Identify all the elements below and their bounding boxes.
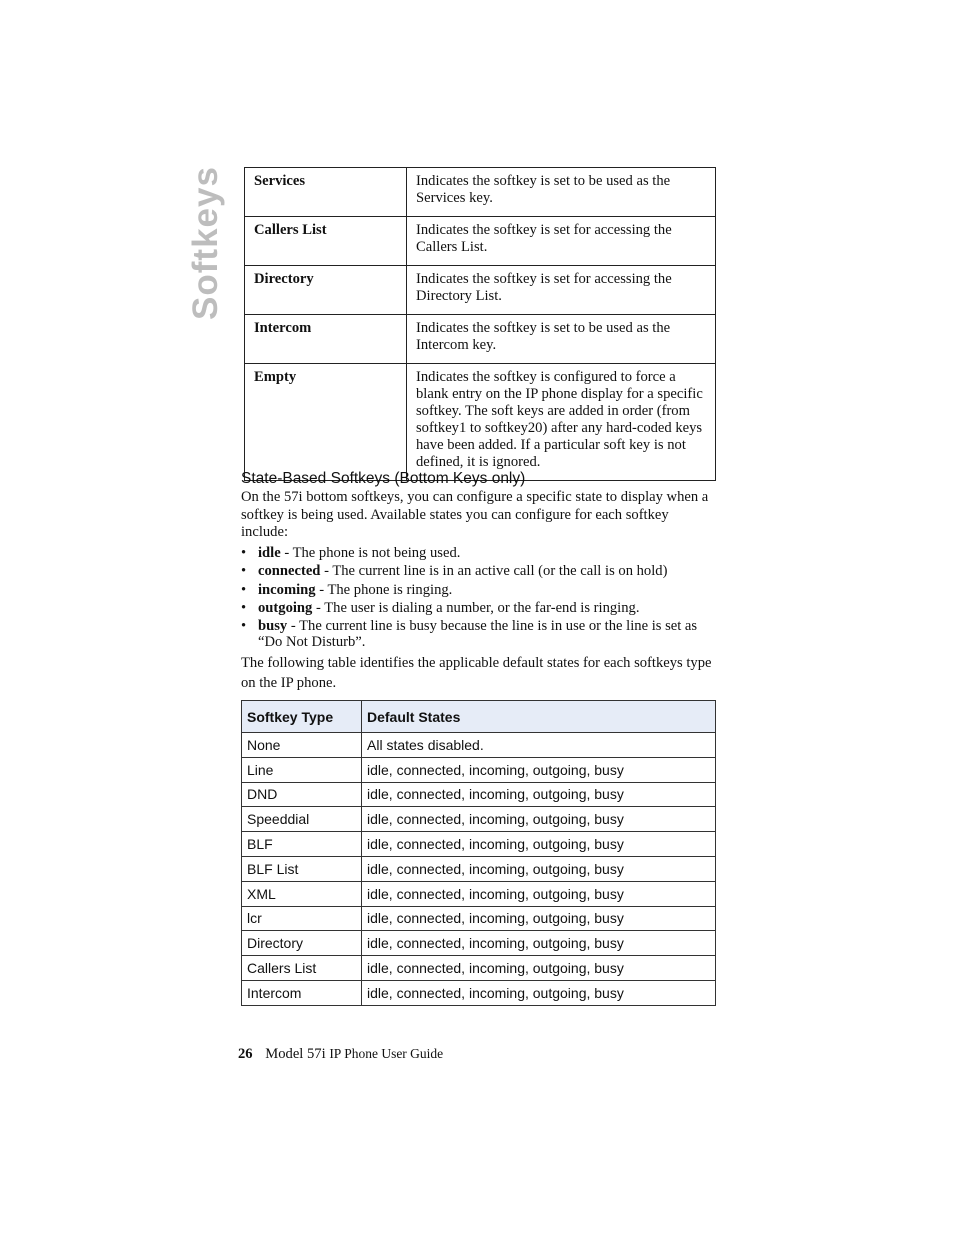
list-item [241, 583, 717, 599]
state-description: - The phone is not being used. [280, 545, 461, 561]
table-intro-paragraph: The following table identifies the applicable default states for each softkeys type on the IP phone. [241, 655, 712, 691]
softkey-type-cell: BLF List [242, 856, 362, 881]
list-item [241, 601, 717, 617]
softkey-description: Indicates the softkey is set to be used as the Intercom key. [407, 315, 716, 364]
table-row [245, 364, 716, 481]
softkey-type-cell: XML [242, 881, 362, 906]
table-row [245, 217, 716, 266]
table-row [242, 832, 716, 857]
page-footer [238, 1046, 443, 1063]
table-row [242, 931, 716, 956]
table-row [242, 757, 716, 782]
table-row [242, 956, 716, 981]
table-row [242, 980, 716, 1005]
table-row [245, 266, 716, 315]
default-states-cell: All states disabled. [362, 733, 716, 758]
default-states-cell: idle, connected, incoming, outgoing, busy [362, 782, 716, 807]
list-item [241, 619, 717, 651]
side-tab-label: Softkeys [186, 166, 225, 320]
softkey-description: Indicates the softkey is set for accessing the Callers List. [407, 217, 716, 266]
side-tab [186, 165, 226, 321]
default-states-cell: idle, connected, incoming, outgoing, busy [362, 757, 716, 782]
softkey-types-table [244, 167, 716, 481]
intro-paragraph: On the 57i bottom softkeys, you can configure a specific state to display when a softkey is being used. Available states you can configure for each softkey include: [241, 489, 709, 540]
state-description: - The current line is busy because the line is in use or the line is set as “Do Not Disturb”. [258, 618, 698, 650]
default-states-cell: idle, connected, incoming, outgoing, busy [362, 931, 716, 956]
softkey-description: Indicates the softkey is configured to force a blank entry on the IP phone display for a specific softkey. The soft keys are added in order (from softkey1 to softkey20) after any hard-coded keys have been added. If a particular soft key is not defined, it is ignored. [407, 364, 716, 481]
softkey-type-cell: Callers List [242, 956, 362, 981]
table-row [245, 315, 716, 364]
page-number: 26 [238, 1046, 253, 1062]
softkey-type-cell: Speeddial [242, 807, 362, 832]
table-row [242, 856, 716, 881]
default-states-table [241, 700, 716, 1006]
softkey-term: Intercom [245, 315, 407, 364]
states-list [241, 546, 717, 653]
softkey-term: Directory [245, 266, 407, 315]
state-name: connected [258, 563, 321, 580]
state-name: incoming [258, 581, 316, 598]
state-name: idle [258, 545, 281, 561]
softkey-type-cell: Intercom [242, 980, 362, 1005]
list-item [241, 546, 717, 562]
softkey-type-cell: BLF [242, 832, 362, 857]
table-row [242, 881, 716, 906]
table-header-row [242, 701, 716, 733]
state-description: - The user is dialing a number, or the far-end is ringing. [312, 599, 640, 616]
section-heading: State-Based Softkeys (Bottom Keys only) [241, 470, 526, 487]
table-row [242, 733, 716, 758]
default-states-cell: idle, connected, incoming, outgoing, busy [362, 906, 716, 931]
state-name: outgoing [258, 599, 313, 616]
table-row [242, 782, 716, 807]
default-states-cell: idle, connected, incoming, outgoing, busy [362, 807, 716, 832]
column-header-softkey-type: Softkey Type [242, 701, 362, 733]
softkey-term: Services [245, 168, 407, 217]
default-states-cell: idle, connected, incoming, outgoing, busy [362, 980, 716, 1005]
softkey-type-cell: Line [242, 757, 362, 782]
table-row [242, 807, 716, 832]
softkey-type-cell: None [242, 733, 362, 758]
default-states-cell: idle, connected, incoming, outgoing, busy [362, 832, 716, 857]
softkey-type-cell: lcr [242, 906, 362, 931]
default-states-cell: idle, connected, incoming, outgoing, busy [362, 881, 716, 906]
table-row [245, 168, 716, 217]
footer-model: Model 57i [265, 1046, 326, 1062]
table-row [242, 906, 716, 931]
footer-title: IP Phone User Guide [329, 1046, 444, 1061]
state-name: busy [258, 618, 288, 635]
state-description: - The current line is in an active call (or the call is on hold) [320, 563, 668, 580]
state-description: - The phone is ringing. [315, 581, 453, 598]
softkey-term: Callers List [245, 217, 407, 266]
softkey-term: Empty [245, 364, 407, 481]
list-item [241, 564, 717, 580]
default-states-cell: idle, connected, incoming, outgoing, busy [362, 856, 716, 881]
column-header-default-states: Default States [362, 701, 716, 733]
softkey-type-cell: Directory [242, 931, 362, 956]
softkey-description: Indicates the softkey is set to be used as the Services key. [407, 168, 716, 217]
softkey-type-cell: DND [242, 782, 362, 807]
default-states-cell: idle, connected, incoming, outgoing, busy [362, 956, 716, 981]
softkey-description: Indicates the softkey is set for accessing the Directory List. [407, 266, 716, 315]
